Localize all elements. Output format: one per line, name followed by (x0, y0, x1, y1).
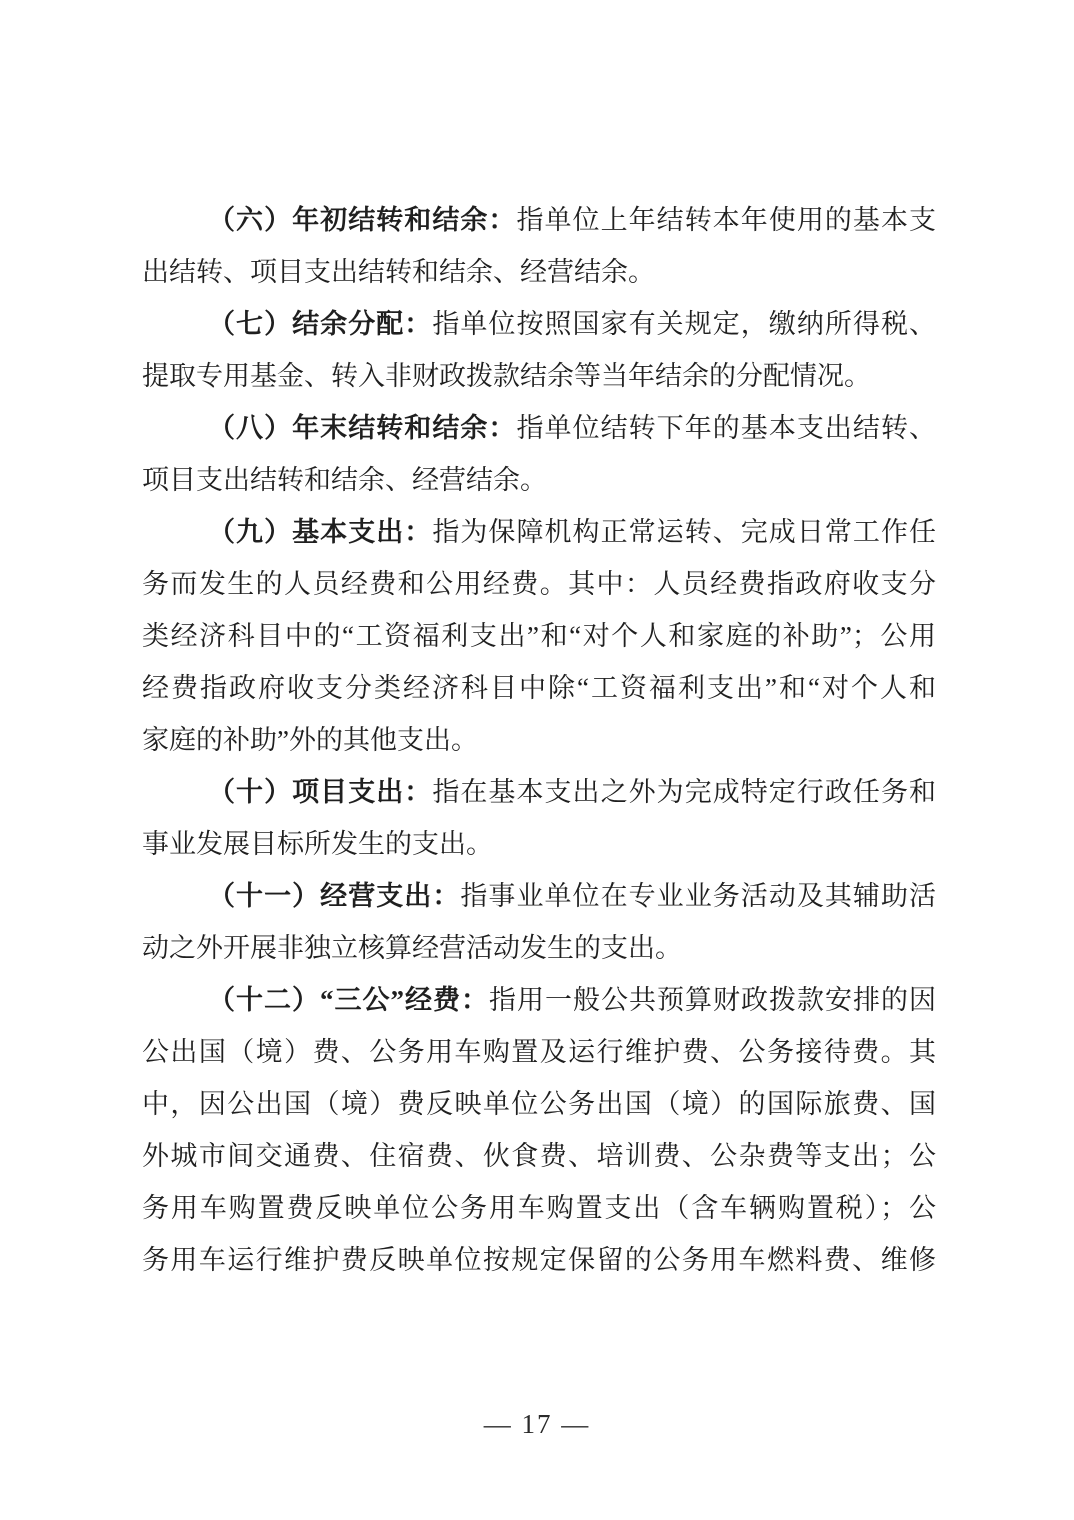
text-line (142, 298, 936, 350)
term-definition-text: 指用一般公共预算财政拨款安排的因 (489, 985, 936, 1015)
text-line: 出结转、项目支出结转和结余、经营结余。 (142, 257, 655, 287)
term-definition-text: 指单位上年结转本年使用的基本支 (516, 205, 936, 235)
term-definition-text: 指为保障机构正常运转、完成日常工作任 (432, 517, 936, 547)
text-line: 家庭的补助”外的其他支出。 (142, 725, 478, 755)
text-line: 中，因公出国（境）费反映单位公务出国（境）的国际旅费、国 (142, 1089, 936, 1119)
text-line: 提取专用基金、转入非财政拨款结余等当年结余的分配情况。 (142, 361, 871, 391)
text-line: 类经济科目中的“工资福利支出”和“对个人和家庭的补助”；公用 (142, 621, 936, 651)
text-line: 外城市间交通费、住宿费、伙食费、培训费、公杂费等支出；公 (142, 1141, 936, 1171)
document-body (142, 194, 936, 1286)
text-line: 经费指政府收支分类经济科目中除“工资福利支出”和“对个人和 (142, 673, 936, 703)
text-line: 务用车运行维护费反映单位按规定保留的公务用车燃料费、维修 (142, 1245, 936, 1275)
page-number: — 17 — (483, 1409, 591, 1439)
term-definition-text: 指事业单位在专业业务活动及其辅助活 (460, 881, 936, 911)
text-line (142, 402, 936, 454)
term-heading: （八）年末结转和结余： (208, 413, 517, 443)
text-line (142, 506, 936, 558)
text-line (142, 870, 936, 922)
text-line: 项目支出结转和结余、经营结余。 (142, 465, 547, 495)
page-footer (0, 1402, 1074, 1446)
term-heading: （七）结余分配： (208, 309, 433, 339)
text-line: 事业发展目标所发生的支出。 (142, 829, 493, 859)
term-heading: （九）基本支出： (208, 517, 433, 547)
text-line: 务而发生的人员经费和公用经费。其中：人员经费指政府收支分 (142, 569, 936, 599)
text-line (142, 194, 936, 246)
term-heading: （十一）经营支出： (208, 881, 461, 911)
term-definition-text: 指单位按照国家有关规定，缴纳所得税、 (432, 309, 936, 339)
text-line: 务用车购置费反映单位公务用车购置支出（含车辆购置税）；公 (142, 1193, 936, 1223)
text-line (142, 766, 936, 818)
term-definition-text: 指在基本支出之外为完成特定行政任务和 (432, 777, 936, 807)
text-line: 动之外开展非独立核算经营活动发生的支出。 (142, 933, 682, 963)
text-line (142, 974, 936, 1026)
term-heading: （十二）“三公”经费： (208, 985, 489, 1015)
text-line: 公出国（境）费、公务用车购置及运行维护费、公务接待费。其 (142, 1037, 936, 1067)
term-definition-text: 指单位结转下年的基本支出结转、 (516, 413, 936, 443)
term-heading: （六）年初结转和结余： (208, 205, 517, 235)
term-heading: （十）项目支出： (208, 777, 433, 807)
